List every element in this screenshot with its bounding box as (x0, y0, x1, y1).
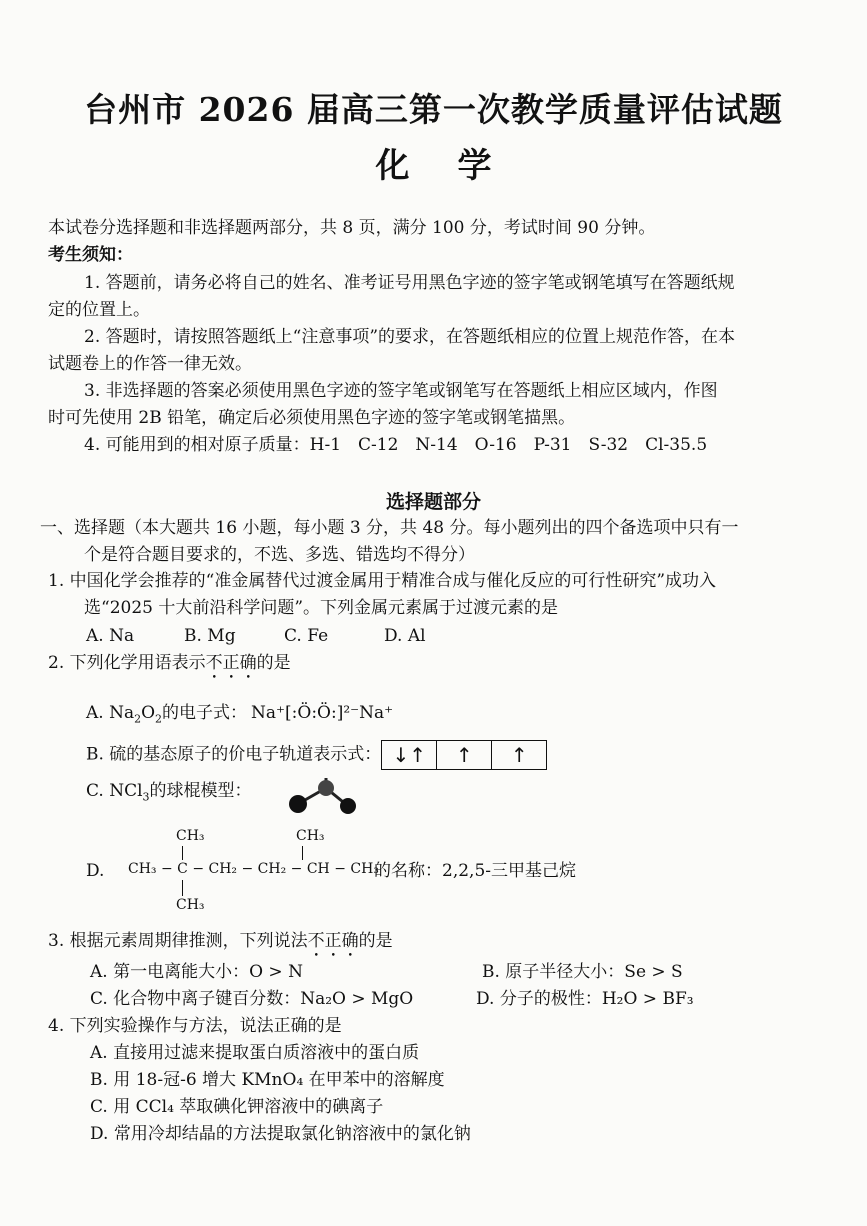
orbital-diagram (381, 740, 547, 770)
q3-stem-pre: 3. 根据元素周期律推测，下列说法 (48, 931, 308, 951)
q2-a-sub2: 2 (155, 712, 163, 726)
q3-stem-emphasis: 不正确 (307, 931, 359, 951)
section-title: 选择题部分 (385, 491, 481, 513)
q2-c-text: 的球棍模型： (149, 781, 252, 801)
subject-char-1: 化 (375, 146, 410, 186)
q4-option-d: D. 常用冷却结晶的方法提取氯化钠溶液中的氯化钠 (90, 1124, 471, 1144)
notice-1b: 定的位置上。 (48, 300, 150, 320)
q1-option-b: B. Mg (184, 626, 236, 646)
q3-stem-post: 的是 (358, 931, 393, 951)
q3-stem (48, 928, 843, 961)
q3-option-c: C. 化合物中离子键百分数：Na₂O > MgO (90, 989, 414, 1009)
q2-a-o: O (141, 703, 156, 723)
q1-option-a: A. Na (86, 626, 135, 646)
notice-2b: 试题卷上的作答一律无效。 (48, 354, 252, 374)
q1-option-d: D. Al (384, 626, 426, 646)
q2-c-label: C. NCl (86, 781, 143, 801)
q2-d-name: 的名称：2,2,5-三甲基己烷 (374, 861, 576, 881)
notice-3b: 时可先使用 2B 铅笔，确定后必须使用黑色字迹的签字笔或钢笔描黑。 (48, 408, 576, 428)
notice-2a: 2. 答题时，请按照答题纸上“注意事项”的要求，在答题纸相应的位置上规范作答，在本 (84, 327, 736, 347)
section-instructions-a: 一、选择题（本大题共 16 小题，每小题 3 分，共 48 分。每小题列出的四个备选项中只有一 (40, 518, 739, 538)
section-instructions-b: 个是符合题目要求的，不选、多选、错选均不得分） (84, 545, 475, 565)
q2-option-a (86, 700, 843, 732)
q2-a-label: A. Na (86, 703, 135, 723)
orbital-box-3: ↑ (510, 743, 528, 767)
struct-top-ch3-2: CH₃ (296, 828, 325, 844)
struct-main-chain: CH₃ − C − CH₂ − CH₂ − CH − CH₃ (128, 861, 379, 877)
exam-summary: 本试卷分选择题和非选择题两部分，共 8 页，满分 100 分，考试时间 90 分钟。 (48, 218, 656, 238)
exam-title: 台州市 2026 届高三第一次教学质量评估试题 (84, 90, 783, 129)
q4-option-b: B. 用 18-冠-6 增大 KMnO₄ 在甲苯中的溶解度 (90, 1070, 445, 1090)
q2-a-electron-formula: Na⁺[:Ö:Ö:]²⁻Na⁺ (251, 703, 394, 723)
q3-option-a: A. 第一电离能大小：O > N (90, 962, 303, 982)
q2-stem-post: 的是 (256, 653, 291, 673)
subject-char-2: 学 (457, 146, 492, 186)
q4-option-a: A. 直接用过滤来提取蛋白质溶液中的蛋白质 (90, 1043, 420, 1063)
notice-title: 考生须知： (48, 245, 133, 265)
notice-1a: 1. 答题前，请务必将自己的姓名、准考证号用黑色字迹的签字笔或钢笔填写在答题纸规 (84, 273, 735, 293)
q2-stem-emphasis: 不正确 (205, 653, 257, 673)
q4-option-c: C. 用 CCl₄ 萃取碘化钾溶液中的碘离子 (90, 1097, 384, 1117)
q2-stem (48, 650, 843, 683)
q2-c-sub: 3 (142, 790, 150, 804)
q2-d-label: D. (86, 861, 105, 881)
q2-a-sub: 2 (134, 712, 142, 726)
ball-stick-model-icon (284, 776, 364, 816)
notice-4: 4. 可能用到的相对原子质量：H-1 C-12 N-14 O-16 P-31 S-32 Cl-35.5 (84, 435, 708, 455)
q1-stem-a: 1. 中国化学会推荐的“准金属替代过渡金属用于精准合成与催化反应的可行性研究”成功入 (48, 571, 717, 591)
q2-stem-pre: 2. 下列化学用语表示 (48, 653, 206, 673)
q3-option-b: B. 原子半径大小：Se > S (482, 962, 683, 982)
notice-3a: 3. 非选择题的答案必须使用黑色字迹的签字笔或钢笔写在答题纸上相应区域内，作图 (84, 381, 718, 401)
q2-b-text: B. 硫的基态原子的价电子轨道表示式： (86, 744, 382, 765)
q2-option-c (86, 778, 843, 810)
subject-title (0, 138, 867, 187)
q1-stem-b: 选“2025 十大前沿科学问题”。下列金属元素属于过渡元素的是 (84, 598, 559, 618)
q2-option-b (86, 740, 843, 770)
struct-bottom-ch3: CH₃ (176, 897, 205, 913)
struct-top-ch3-1: CH₃ (176, 828, 205, 844)
q3-option-d: D. 分子的极性：H₂O > BF₃ (476, 989, 694, 1009)
q2-a-text: 的电子式： (162, 703, 248, 723)
orbital-box-1: ↓↑ (382, 741, 437, 769)
q1-option-c: C. Fe (284, 626, 329, 646)
q1-options (86, 623, 843, 649)
orbital-box-2: ↑ (437, 741, 492, 769)
q4-stem: 4. 下列实验操作与方法，说法正确的是 (48, 1016, 342, 1036)
